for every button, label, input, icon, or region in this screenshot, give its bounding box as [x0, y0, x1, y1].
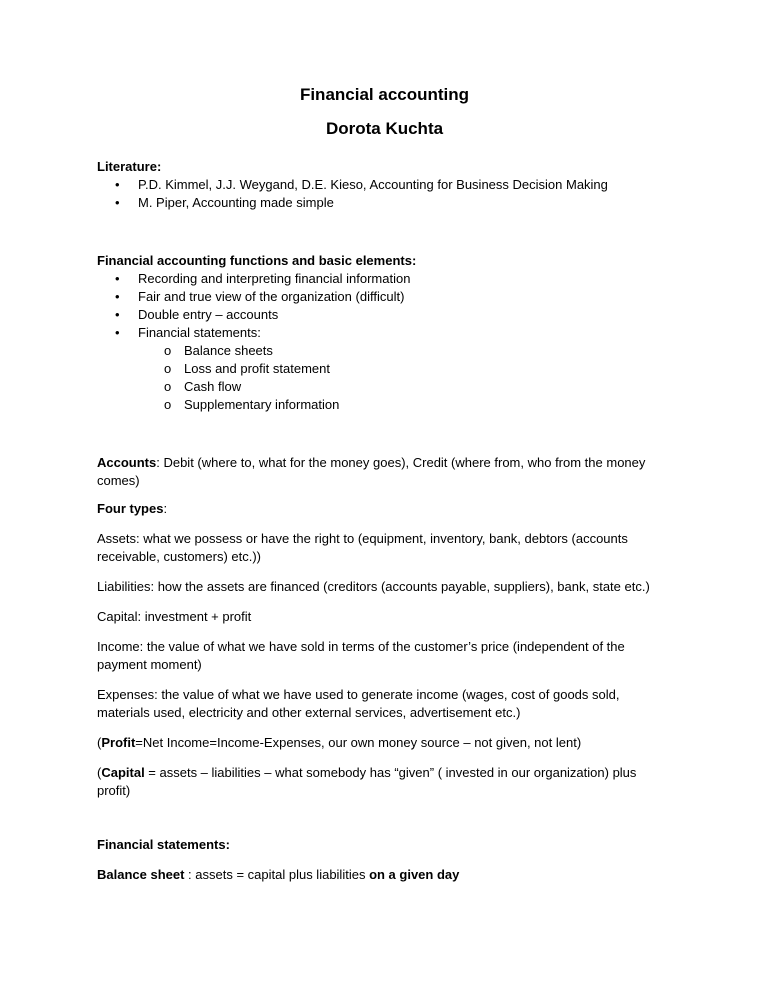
expenses-paragraph: Expenses: the value of what we have used to generate income (wages, cost of goods sold, materials used, electricity and other external services, advertisement etc.): [97, 687, 620, 720]
sub-list-item: o Supplementary information: [164, 396, 672, 414]
statements-heading: Financial statements:: [97, 837, 230, 852]
liabilities-paragraph: Liabilities: how the assets are financed (creditors (accounts payable, suppliers), bank, state etc.): [97, 579, 650, 594]
list-item: • Double entry – accounts: [115, 306, 672, 324]
profit-term: Profit: [101, 735, 136, 750]
list-item: • P.D. Kimmel, J.J. Weygand, D.E. Kieso, Accounting for Business Decision Making: [115, 176, 672, 194]
balance-sheet-text: : assets = capital plus liabilities: [184, 867, 370, 882]
capital-note-text: = assets – liabilities – what somebody has “given” ( invested in our organization) plus profit): [97, 765, 637, 798]
income-paragraph: Income: the value of what we have sold in terms of the customer’s price (independent of the payment moment): [97, 639, 625, 672]
literature-heading: Literature:: [97, 159, 162, 174]
capital-paragraph: Capital: investment + profit: [97, 609, 252, 624]
capital-term: Capital: [101, 765, 145, 780]
list-item: [115, 324, 672, 414]
sub-list-item: o Cash flow: [164, 378, 672, 396]
profit-open-paren: (: [97, 735, 102, 750]
document-author: Dorota Kuchta: [325, 119, 444, 138]
assets-paragraph: Assets: what we possess or have the right to (equipment, inventory, bank, debtors (accounts receivable, customers) etc.)): [97, 531, 628, 564]
capital-note-paragraph: [97, 764, 672, 800]
sub-list-item: o Loss and profit statement: [164, 360, 672, 378]
profit-text: =Net Income=Income-Expenses, our own money source – not given, not lent): [135, 735, 582, 750]
balance-sheet-emphasis: on a given day: [369, 867, 460, 882]
capital-open-paren: (: [97, 765, 102, 780]
document-title: Financial accounting: [299, 85, 470, 104]
statements-sublist: [138, 342, 672, 414]
list-item: • M. Piper, Accounting made simple: [115, 194, 672, 212]
four-types-paragraph: [97, 500, 672, 518]
four-types-term: Four types: [97, 501, 164, 516]
profit-paragraph: [97, 734, 672, 752]
accounts-text: : Debit (where to, what for the money goes), Credit (where from, who from the money comes): [97, 455, 646, 488]
functions-list: [97, 270, 672, 414]
literature-list: [97, 176, 672, 212]
list-item: • Recording and interpreting financial information: [115, 270, 672, 288]
balance-sheet-paragraph: [97, 866, 672, 884]
sub-list-item: o Balance sheets: [164, 342, 672, 360]
four-types-text: :: [163, 501, 168, 516]
functions-heading: Financial accounting functions and basic elements:: [97, 253, 417, 268]
accounts-paragraph: [97, 454, 672, 490]
accounts-term: Accounts: [97, 455, 157, 470]
list-item-label: Financial statements:: [138, 325, 261, 340]
list-item: • Fair and true view of the organization (difficult): [115, 288, 672, 306]
balance-sheet-term: Balance sheet: [97, 867, 185, 882]
